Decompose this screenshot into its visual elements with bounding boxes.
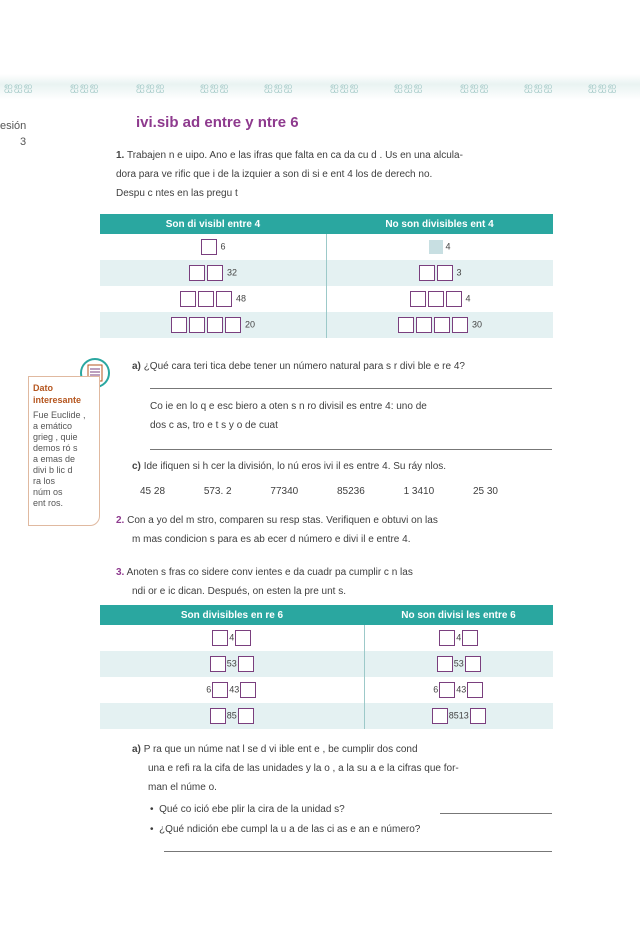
ornament-icon: ஐஐஐ: [330, 80, 360, 93]
answer-box[interactable]: [432, 708, 448, 724]
question-1: 1. Trabajen n e uipo. Ano e las ifras que falta en ca da cu d . Us en una alcula- dora para ve rific que i de la izquier a son di si e ent 4 los de derech no. Despu c ntes en las pregu t: [116, 150, 463, 199]
answer-box[interactable]: [235, 630, 251, 646]
question-1b: Co ie en lo q e esc biero a oten s n ro divisil es entre 4: uno de dos c as, tro e t s y o de cuat: [150, 401, 427, 431]
question-1c: c) Ide ifiquen si h cer la división, lo nú eros ivi il es entre 4. Su ráy nlos.: [132, 461, 447, 472]
ornament-icon: ஐஐஐ: [460, 80, 490, 93]
answer-box[interactable]: [225, 317, 241, 333]
question-1a: a) ¿Qué cara teri tica debe tener un número natural para s r divi ble e re 4?: [132, 361, 465, 372]
answer-box[interactable]: [216, 291, 232, 307]
ornament-icon: ஐஐஐ: [70, 80, 100, 93]
answer-box[interactable]: [189, 265, 205, 281]
ornament-icon: ஐஐஐ: [200, 80, 230, 93]
answer-box[interactable]: [180, 291, 196, 307]
table1-header-left: Son di visibl entre 4: [100, 214, 326, 234]
answer-box[interactable]: [429, 240, 443, 254]
ornament-icon: ஐஐஐ: [588, 80, 618, 93]
answer-box[interactable]: [452, 317, 468, 333]
answer-line[interactable]: [164, 851, 552, 852]
divisible-by-6-table: Son divisibles en re 6 No son divisi les entre 6 4 4 53 53 6 43 6 43 85 8513: [100, 605, 553, 729]
answer-box[interactable]: [238, 708, 254, 724]
question-3a-bullet-2: • ¿Qué ndición ebe cumpl la u a de las ci as e an e número?: [150, 824, 421, 835]
number-option[interactable]: 77340: [270, 486, 299, 497]
interesting-fact-title: Dato interesante: [33, 383, 82, 405]
answer-box[interactable]: [240, 682, 256, 698]
answer-box[interactable]: [434, 317, 450, 333]
number-option[interactable]: 45 28: [140, 486, 166, 497]
answer-box[interactable]: [416, 317, 432, 333]
ornament-icon: ஐஐஐ: [264, 80, 294, 93]
answer-box[interactable]: [428, 291, 444, 307]
answer-box[interactable]: [207, 317, 223, 333]
page-title: ivi.sib ad entre y ntre 6: [136, 114, 299, 131]
answer-box[interactable]: [446, 291, 462, 307]
answer-box[interactable]: [201, 239, 217, 255]
answer-line[interactable]: [150, 449, 552, 450]
ornament-icon: ஐஐஐ: [394, 80, 424, 93]
answer-line[interactable]: [150, 388, 552, 389]
answer-box[interactable]: [437, 265, 453, 281]
number-option[interactable]: 85236: [337, 486, 365, 497]
table2-header-left: Son divisibles en re 6: [100, 605, 364, 625]
answer-box[interactable]: [198, 291, 214, 307]
question-3a-bullet-1: • Qué co ició ebe plir la cira de la unidad s?: [150, 804, 345, 815]
question-2: 2. Con a yo del m stro, comparen su resp stas. Verifiquen e obtuvi on las m mas condicion s para es ab ecer d número e divi il e entre 4.: [116, 515, 438, 545]
number-option[interactable]: 25 30: [472, 486, 498, 497]
answer-box[interactable]: [398, 317, 414, 333]
answer-box[interactable]: [439, 682, 455, 698]
table2-header-right: No son divisi les entre 6: [364, 605, 553, 625]
number-list: [140, 482, 498, 501]
question-3a: a) P ra que un núme nat l se d vi ible ent e , be cumplir dos cond una e refi ra la cifa de las unidades y la o , a la su a e la cifras que for- man el núme o.: [132, 744, 459, 793]
answer-box[interactable]: [238, 656, 254, 672]
divisible-by-4-table: Son di visibl entre 4 No son divisibles ent 4 6 4 32 3 48 4 20 30: [100, 214, 553, 338]
number-option[interactable]: 1 3410: [403, 486, 435, 497]
question-3: 3. Anoten s fras co sidere conv ientes e da cuadr pa cumplir c n las ndi or e ic dican. Después, on esten la pre unt s.: [116, 567, 413, 597]
interesting-fact-text: Fue Euclide , a emático grieg , quie demos ró s a emas de divi b lic d ra los núm os ent ros.: [33, 410, 86, 508]
table1-header-right: No son divisibles ent 4: [326, 214, 553, 234]
answer-box[interactable]: [210, 656, 226, 672]
answer-box[interactable]: [462, 630, 478, 646]
answer-box[interactable]: [207, 265, 223, 281]
answer-box[interactable]: [419, 265, 435, 281]
answer-box[interactable]: [189, 317, 205, 333]
ornament-icon: ஐஐஐ: [524, 80, 554, 93]
answer-line[interactable]: [440, 813, 552, 814]
answer-box[interactable]: [212, 682, 228, 698]
answer-box[interactable]: [439, 630, 455, 646]
answer-box[interactable]: [465, 656, 481, 672]
answer-box[interactable]: [210, 708, 226, 724]
answer-box[interactable]: [467, 682, 483, 698]
answer-box[interactable]: [212, 630, 228, 646]
session-label: esión 3: [0, 120, 27, 148]
number-option[interactable]: 573. 2: [203, 486, 232, 497]
ornament-icon: ஐஐஐ: [136, 80, 166, 93]
answer-box[interactable]: [410, 291, 426, 307]
answer-box[interactable]: [437, 656, 453, 672]
ornament-icon: ஐஐஐ: [4, 80, 34, 93]
answer-box[interactable]: [171, 317, 187, 333]
answer-box[interactable]: [470, 708, 486, 724]
